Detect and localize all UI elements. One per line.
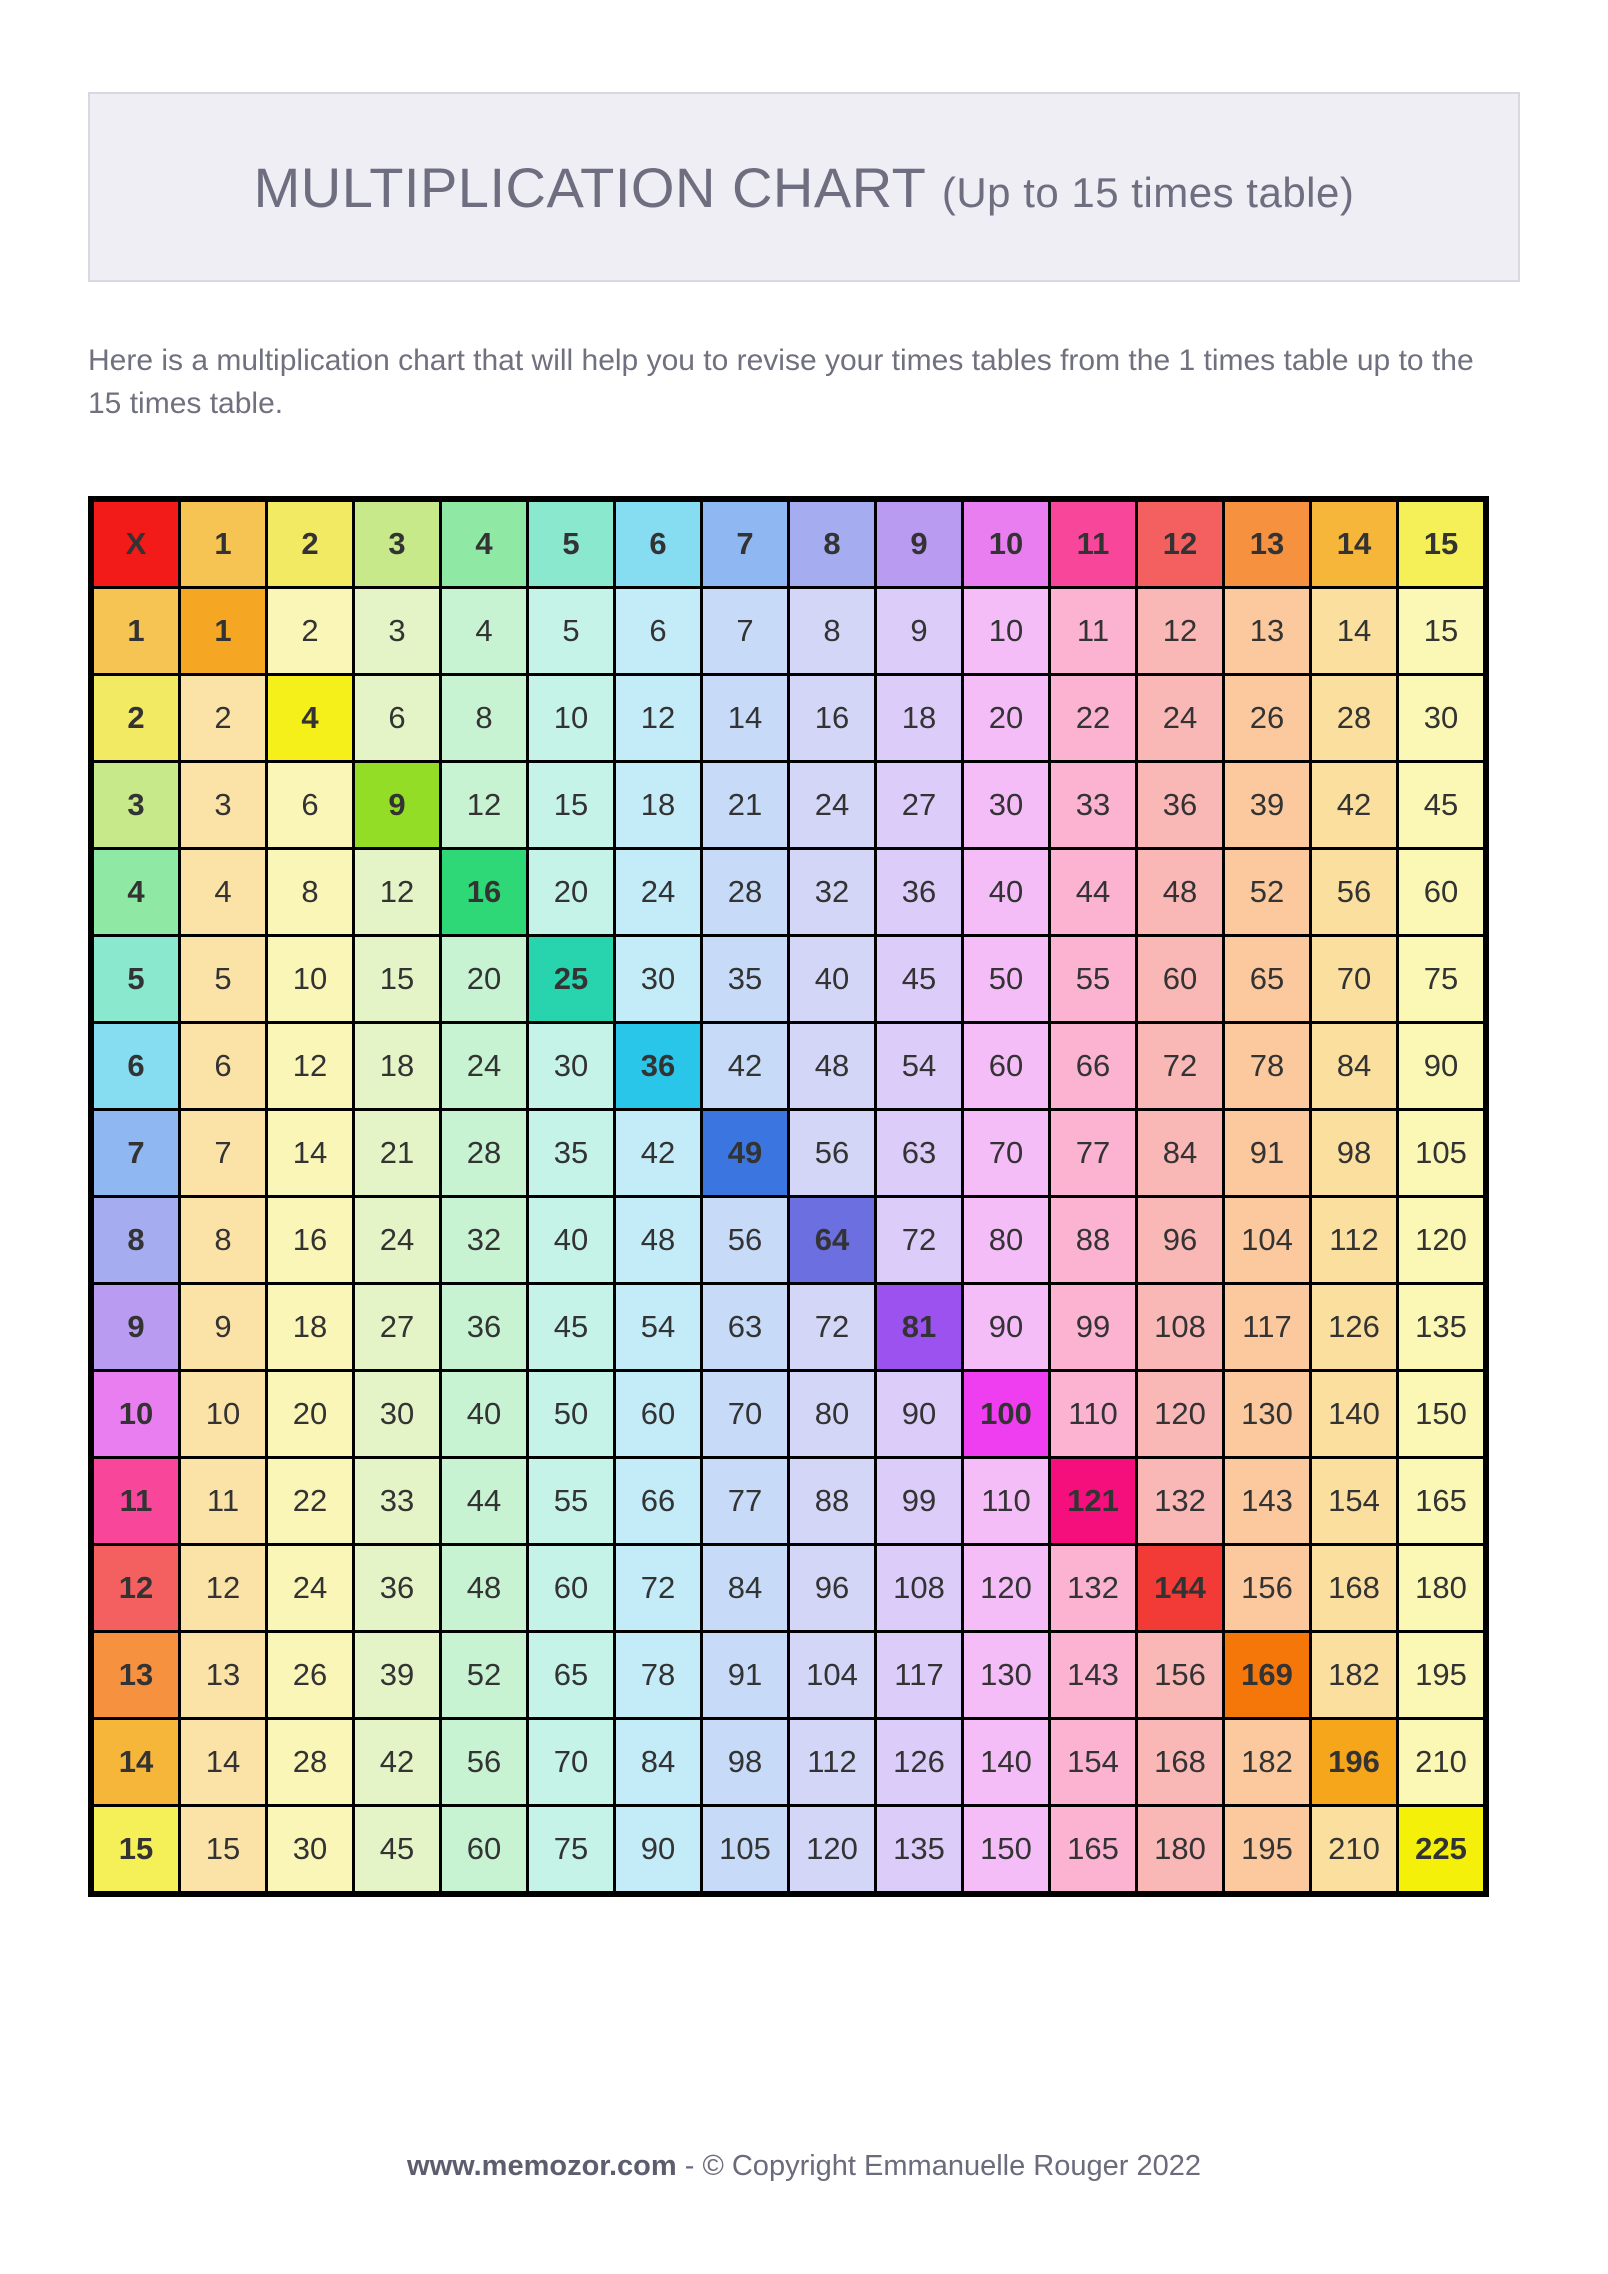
cell-1x5: 5 [529, 589, 613, 673]
row-header-9: 9 [94, 1285, 178, 1369]
cell-15x13: 195 [1225, 1807, 1309, 1891]
cell-12x15: 180 [1399, 1546, 1483, 1630]
cell-8x5: 40 [529, 1198, 613, 1282]
column-header-11: 11 [1051, 502, 1135, 586]
cell-8x11: 88 [1051, 1198, 1135, 1282]
cell-7x15: 105 [1399, 1111, 1483, 1195]
column-header-4: 4 [442, 502, 526, 586]
cell-10x5: 50 [529, 1372, 613, 1456]
cell-3x5: 15 [529, 763, 613, 847]
row-header-3: 3 [94, 763, 178, 847]
cell-15x3: 45 [355, 1807, 439, 1891]
cell-11x15: 165 [1399, 1459, 1483, 1543]
cell-5x3: 15 [355, 937, 439, 1021]
cell-3x15: 45 [1399, 763, 1483, 847]
table-row [94, 937, 1483, 1021]
cell-3x6: 18 [616, 763, 700, 847]
row-header-12: 12 [94, 1546, 178, 1630]
cell-9x14: 126 [1312, 1285, 1396, 1369]
cell-9x1: 9 [181, 1285, 265, 1369]
cell-10x8: 80 [790, 1372, 874, 1456]
cell-14x4: 56 [442, 1720, 526, 1804]
table-row [94, 1459, 1483, 1543]
column-header-8: 8 [790, 502, 874, 586]
cell-4x11: 44 [1051, 850, 1135, 934]
cell-6x8: 48 [790, 1024, 874, 1108]
cell-12x4: 48 [442, 1546, 526, 1630]
row-header-6: 6 [94, 1024, 178, 1108]
cell-15x2: 30 [268, 1807, 352, 1891]
cell-7x4: 28 [442, 1111, 526, 1195]
cell-8x9: 72 [877, 1198, 961, 1282]
cell-13x6: 78 [616, 1633, 700, 1717]
cell-7x12: 84 [1138, 1111, 1222, 1195]
cell-9x6: 54 [616, 1285, 700, 1369]
cell-2x15: 30 [1399, 676, 1483, 760]
cell-10x6: 60 [616, 1372, 700, 1456]
cell-12x7: 84 [703, 1546, 787, 1630]
cell-2x6: 12 [616, 676, 700, 760]
cell-7x9: 63 [877, 1111, 961, 1195]
cell-2x4: 8 [442, 676, 526, 760]
cell-9x9: 81 [877, 1285, 961, 1369]
table-row [94, 676, 1483, 760]
cell-11x2: 22 [268, 1459, 352, 1543]
cell-4x2: 8 [268, 850, 352, 934]
cell-9x12: 108 [1138, 1285, 1222, 1369]
cell-4x8: 32 [790, 850, 874, 934]
column-header-14: 14 [1312, 502, 1396, 586]
cell-12x14: 168 [1312, 1546, 1396, 1630]
row-header-14: 14 [94, 1720, 178, 1804]
cell-15x9: 135 [877, 1807, 961, 1891]
row-header-1: 1 [94, 589, 178, 673]
cell-9x10: 90 [964, 1285, 1048, 1369]
cell-2x5: 10 [529, 676, 613, 760]
cell-7x13: 91 [1225, 1111, 1309, 1195]
cell-10x13: 130 [1225, 1372, 1309, 1456]
cell-4x5: 20 [529, 850, 613, 934]
column-header-10: 10 [964, 502, 1048, 586]
cell-2x11: 22 [1051, 676, 1135, 760]
cell-3x13: 39 [1225, 763, 1309, 847]
cell-15x1: 15 [181, 1807, 265, 1891]
cell-15x10: 150 [964, 1807, 1048, 1891]
cell-1x2: 2 [268, 589, 352, 673]
cell-5x11: 55 [1051, 937, 1135, 1021]
cell-10x10: 100 [964, 1372, 1048, 1456]
cell-15x12: 180 [1138, 1807, 1222, 1891]
cell-12x11: 132 [1051, 1546, 1135, 1630]
cell-4x7: 28 [703, 850, 787, 934]
cell-1x11: 11 [1051, 589, 1135, 673]
cell-4x15: 60 [1399, 850, 1483, 934]
cell-14x11: 154 [1051, 1720, 1135, 1804]
cell-2x2: 4 [268, 676, 352, 760]
cell-5x7: 35 [703, 937, 787, 1021]
cell-4x10: 40 [964, 850, 1048, 934]
cell-6x2: 12 [268, 1024, 352, 1108]
cell-10x12: 120 [1138, 1372, 1222, 1456]
footer-site[interactable]: www.memozor.com [407, 2150, 677, 2182]
table-row [94, 1807, 1483, 1891]
multiplication-grid [88, 496, 1489, 1897]
cell-8x13: 104 [1225, 1198, 1309, 1282]
column-header-5: 5 [529, 502, 613, 586]
cell-1x9: 9 [877, 589, 961, 673]
cell-4x4: 16 [442, 850, 526, 934]
column-header-7: 7 [703, 502, 787, 586]
cell-14x12: 168 [1138, 1720, 1222, 1804]
row-header-15: 15 [94, 1807, 178, 1891]
cell-14x8: 112 [790, 1720, 874, 1804]
cell-5x1: 5 [181, 937, 265, 1021]
cell-9x13: 117 [1225, 1285, 1309, 1369]
cell-6x4: 24 [442, 1024, 526, 1108]
row-header-10: 10 [94, 1372, 178, 1456]
cell-7x8: 56 [790, 1111, 874, 1195]
cell-1x15: 15 [1399, 589, 1483, 673]
column-header-1: 1 [181, 502, 265, 586]
column-header-15: 15 [1399, 502, 1483, 586]
cell-12x5: 60 [529, 1546, 613, 1630]
cell-8x10: 80 [964, 1198, 1048, 1282]
column-header-12: 12 [1138, 502, 1222, 586]
cell-10x2: 20 [268, 1372, 352, 1456]
cell-6x11: 66 [1051, 1024, 1135, 1108]
cell-1x6: 6 [616, 589, 700, 673]
cell-8x12: 96 [1138, 1198, 1222, 1282]
page-title-sub: (Up to 15 times table) [941, 168, 1355, 216]
cell-1x1: 1 [181, 589, 265, 673]
cell-4x1: 4 [181, 850, 265, 934]
cell-12x13: 156 [1225, 1546, 1309, 1630]
cell-6x5: 30 [529, 1024, 613, 1108]
cell-13x5: 65 [529, 1633, 613, 1717]
table-row [94, 1111, 1483, 1195]
cell-15x4: 60 [442, 1807, 526, 1891]
cell-15x11: 165 [1051, 1807, 1135, 1891]
cell-7x7: 49 [703, 1111, 787, 1195]
cell-14x14: 196 [1312, 1720, 1396, 1804]
cell-1x7: 7 [703, 589, 787, 673]
cell-13x12: 156 [1138, 1633, 1222, 1717]
cell-6x14: 84 [1312, 1024, 1396, 1108]
cell-12x8: 96 [790, 1546, 874, 1630]
cell-8x3: 24 [355, 1198, 439, 1282]
cell-2x10: 20 [964, 676, 1048, 760]
column-header-9: 9 [877, 502, 961, 586]
cell-11x12: 132 [1138, 1459, 1222, 1543]
table-row [94, 1720, 1483, 1804]
cell-12x10: 120 [964, 1546, 1048, 1630]
cell-6x6: 36 [616, 1024, 700, 1108]
cell-13x3: 39 [355, 1633, 439, 1717]
cell-1x10: 10 [964, 589, 1048, 673]
cell-4x6: 24 [616, 850, 700, 934]
cell-13x4: 52 [442, 1633, 526, 1717]
cell-8x15: 120 [1399, 1198, 1483, 1282]
cell-9x15: 135 [1399, 1285, 1483, 1369]
cell-3x7: 21 [703, 763, 787, 847]
cell-8x6: 48 [616, 1198, 700, 1282]
cell-1x13: 13 [1225, 589, 1309, 673]
table-row [94, 1198, 1483, 1282]
cell-5x12: 60 [1138, 937, 1222, 1021]
cell-8x2: 16 [268, 1198, 352, 1282]
cell-15x15: 225 [1399, 1807, 1483, 1891]
cell-11x10: 110 [964, 1459, 1048, 1543]
cell-7x2: 14 [268, 1111, 352, 1195]
cell-9x4: 36 [442, 1285, 526, 1369]
cell-7x1: 7 [181, 1111, 265, 1195]
cell-11x8: 88 [790, 1459, 874, 1543]
cell-13x14: 182 [1312, 1633, 1396, 1717]
cell-5x5: 25 [529, 937, 613, 1021]
cell-5x10: 50 [964, 937, 1048, 1021]
cell-8x4: 32 [442, 1198, 526, 1282]
cell-9x3: 27 [355, 1285, 439, 1369]
cell-5x2: 10 [268, 937, 352, 1021]
cell-4x3: 12 [355, 850, 439, 934]
cell-3x14: 42 [1312, 763, 1396, 847]
cell-2x14: 28 [1312, 676, 1396, 760]
cell-5x8: 40 [790, 937, 874, 1021]
cell-5x14: 70 [1312, 937, 1396, 1021]
cell-7x3: 21 [355, 1111, 439, 1195]
cell-11x3: 33 [355, 1459, 439, 1543]
cell-3x1: 3 [181, 763, 265, 847]
row-header-11: 11 [94, 1459, 178, 1543]
cell-11x11: 121 [1051, 1459, 1135, 1543]
cell-14x7: 98 [703, 1720, 787, 1804]
cell-3x4: 12 [442, 763, 526, 847]
cell-4x12: 48 [1138, 850, 1222, 934]
cell-15x7: 105 [703, 1807, 787, 1891]
cell-11x1: 11 [181, 1459, 265, 1543]
cell-11x5: 55 [529, 1459, 613, 1543]
cell-12x1: 12 [181, 1546, 265, 1630]
cell-15x14: 210 [1312, 1807, 1396, 1891]
table-row [94, 1024, 1483, 1108]
row-header-2: 2 [94, 676, 178, 760]
cell-3x9: 27 [877, 763, 961, 847]
cell-9x11: 99 [1051, 1285, 1135, 1369]
cell-6x3: 18 [355, 1024, 439, 1108]
footer-copyright: - © Copyright Emmanuelle Rouger 2022 [676, 2150, 1201, 2182]
cell-9x7: 63 [703, 1285, 787, 1369]
cell-3x8: 24 [790, 763, 874, 847]
cell-6x13: 78 [1225, 1024, 1309, 1108]
cell-8x1: 8 [181, 1198, 265, 1282]
cell-5x4: 20 [442, 937, 526, 1021]
table-row [94, 1285, 1483, 1369]
cell-14x10: 140 [964, 1720, 1048, 1804]
cell-1x12: 12 [1138, 589, 1222, 673]
cell-13x8: 104 [790, 1633, 874, 1717]
cell-10x15: 150 [1399, 1372, 1483, 1456]
row-header-7: 7 [94, 1111, 178, 1195]
cell-11x4: 44 [442, 1459, 526, 1543]
cell-14x9: 126 [877, 1720, 961, 1804]
cell-13x11: 143 [1051, 1633, 1135, 1717]
cell-6x10: 60 [964, 1024, 1048, 1108]
cell-6x12: 72 [1138, 1024, 1222, 1108]
cell-3x11: 33 [1051, 763, 1135, 847]
cell-12x9: 108 [877, 1546, 961, 1630]
intro-paragraph: Here is a multiplication chart that will help you to revise your times tables from the 1 times table up to the 15 times table. [88, 344, 1474, 420]
table-row [94, 763, 1483, 847]
row-header-4: 4 [94, 850, 178, 934]
page-title-main: MULTIPLICATION CHART [253, 155, 927, 219]
cell-13x7: 91 [703, 1633, 787, 1717]
cell-1x14: 14 [1312, 589, 1396, 673]
cell-11x7: 77 [703, 1459, 787, 1543]
cell-12x6: 72 [616, 1546, 700, 1630]
row-header-8: 8 [94, 1198, 178, 1282]
column-header-13: 13 [1225, 502, 1309, 586]
cell-1x8: 8 [790, 589, 874, 673]
cell-2x1: 2 [181, 676, 265, 760]
cell-9x8: 72 [790, 1285, 874, 1369]
column-header-6: 6 [616, 502, 700, 586]
cell-6x7: 42 [703, 1024, 787, 1108]
cell-13x15: 195 [1399, 1633, 1483, 1717]
cell-10x1: 10 [181, 1372, 265, 1456]
cell-13x2: 26 [268, 1633, 352, 1717]
cell-12x12: 144 [1138, 1546, 1222, 1630]
cell-7x6: 42 [616, 1111, 700, 1195]
cell-5x9: 45 [877, 937, 961, 1021]
cell-2x3: 6 [355, 676, 439, 760]
cell-14x3: 42 [355, 1720, 439, 1804]
corner-cell: X [94, 502, 178, 586]
cell-11x6: 66 [616, 1459, 700, 1543]
table-header-row [94, 502, 1483, 586]
cell-2x13: 26 [1225, 676, 1309, 760]
cell-13x9: 117 [877, 1633, 961, 1717]
cell-9x5: 45 [529, 1285, 613, 1369]
cell-2x8: 16 [790, 676, 874, 760]
cell-12x3: 36 [355, 1546, 439, 1630]
column-header-2: 2 [268, 502, 352, 586]
cell-6x9: 54 [877, 1024, 961, 1108]
cell-2x7: 14 [703, 676, 787, 760]
cell-4x9: 36 [877, 850, 961, 934]
table-row [94, 1372, 1483, 1456]
cell-10x3: 30 [355, 1372, 439, 1456]
cell-15x8: 120 [790, 1807, 874, 1891]
cell-12x2: 24 [268, 1546, 352, 1630]
cell-11x9: 99 [877, 1459, 961, 1543]
table-row [94, 589, 1483, 673]
cell-11x13: 143 [1225, 1459, 1309, 1543]
cell-14x13: 182 [1225, 1720, 1309, 1804]
cell-3x3: 9 [355, 763, 439, 847]
table-row [94, 1546, 1483, 1630]
cell-1x4: 4 [442, 589, 526, 673]
cell-5x15: 75 [1399, 937, 1483, 1021]
row-header-13: 13 [94, 1633, 178, 1717]
cell-14x1: 14 [181, 1720, 265, 1804]
cell-10x7: 70 [703, 1372, 787, 1456]
cell-15x6: 90 [616, 1807, 700, 1891]
cell-6x1: 6 [181, 1024, 265, 1108]
cell-4x13: 52 [1225, 850, 1309, 934]
cell-14x5: 70 [529, 1720, 613, 1804]
cell-14x2: 28 [268, 1720, 352, 1804]
cell-13x1: 13 [181, 1633, 265, 1717]
multiplication-table [88, 496, 1489, 1897]
footer [0, 2150, 1608, 2183]
cell-13x10: 130 [964, 1633, 1048, 1717]
cell-2x12: 24 [1138, 676, 1222, 760]
table-row [94, 1633, 1483, 1717]
cell-2x9: 18 [877, 676, 961, 760]
page-title [254, 155, 1355, 220]
cell-8x8: 64 [790, 1198, 874, 1282]
cell-8x7: 56 [703, 1198, 787, 1282]
cell-7x10: 70 [964, 1111, 1048, 1195]
cell-3x10: 30 [964, 763, 1048, 847]
cell-3x2: 6 [268, 763, 352, 847]
cell-15x5: 75 [529, 1807, 613, 1891]
cell-7x14: 98 [1312, 1111, 1396, 1195]
cell-10x9: 90 [877, 1372, 961, 1456]
cell-14x15: 210 [1399, 1720, 1483, 1804]
cell-1x3: 3 [355, 589, 439, 673]
row-header-5: 5 [94, 937, 178, 1021]
cell-7x5: 35 [529, 1111, 613, 1195]
cell-14x6: 84 [616, 1720, 700, 1804]
cell-3x12: 36 [1138, 763, 1222, 847]
cell-4x14: 56 [1312, 850, 1396, 934]
table-row [94, 850, 1483, 934]
cell-5x6: 30 [616, 937, 700, 1021]
cell-9x2: 18 [268, 1285, 352, 1369]
cell-6x15: 90 [1399, 1024, 1483, 1108]
cell-5x13: 65 [1225, 937, 1309, 1021]
cell-10x14: 140 [1312, 1372, 1396, 1456]
cell-8x14: 112 [1312, 1198, 1396, 1282]
title-box [88, 92, 1520, 282]
cell-7x11: 77 [1051, 1111, 1135, 1195]
column-header-3: 3 [355, 502, 439, 586]
cell-10x11: 110 [1051, 1372, 1135, 1456]
cell-10x4: 40 [442, 1372, 526, 1456]
cell-11x14: 154 [1312, 1459, 1396, 1543]
cell-13x13: 169 [1225, 1633, 1309, 1717]
